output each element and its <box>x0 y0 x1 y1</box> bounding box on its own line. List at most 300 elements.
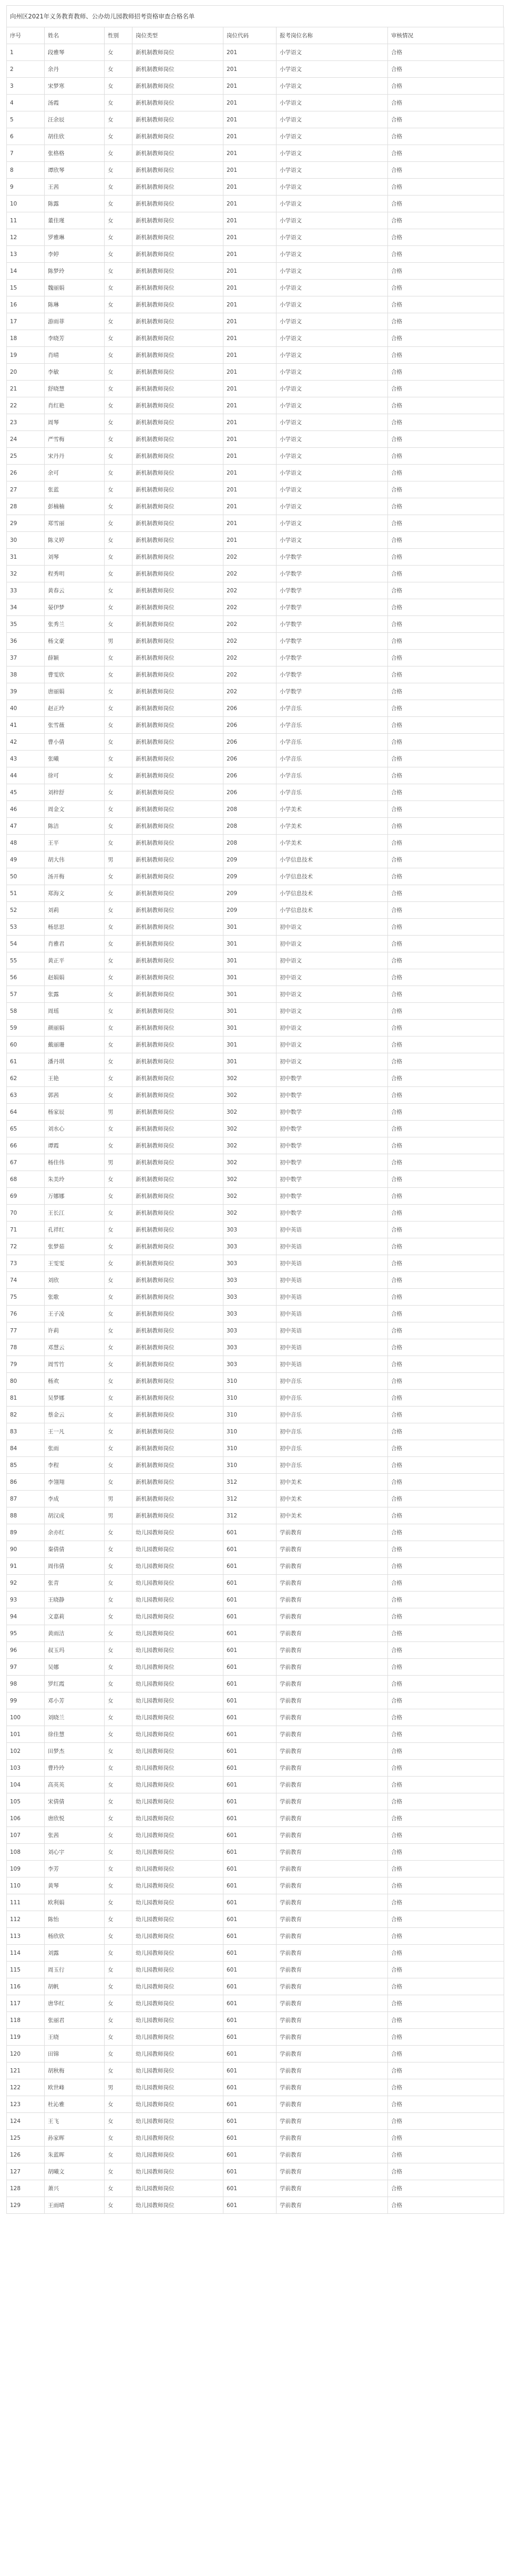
header-review-status: 审核情况 <box>388 27 504 44</box>
cell-position-name: 学前教育 <box>277 2046 388 2062</box>
cell-review-status: 合格 <box>388 431 504 448</box>
cell-index: 39 <box>7 683 45 700</box>
cell-index: 70 <box>7 1205 45 1222</box>
cell-position-type: 幼儿园教师岗位 <box>132 1978 223 1995</box>
cell-gender: 女 <box>105 111 132 128</box>
cell-position-code: 601 <box>223 1541 277 1558</box>
cell-gender: 女 <box>105 246 132 263</box>
cell-position-type: 新机制教师岗位 <box>132 1137 223 1154</box>
cell-position-name: 初中语文 <box>277 936 388 952</box>
cell-review-status: 合格 <box>388 347 504 364</box>
cell-position-type: 新机制教师岗位 <box>132 296 223 313</box>
cell-name: 李成 <box>45 1491 105 1507</box>
cell-position-code: 201 <box>223 95 277 111</box>
cell-review-status: 合格 <box>388 61 504 78</box>
table-row <box>7 1222 504 1238</box>
cell-index: 49 <box>7 851 45 868</box>
cell-position-name: 初中英语 <box>277 1238 388 1255</box>
cell-position-type: 新机制教师岗位 <box>132 1238 223 1255</box>
cell-position-name: 小学音乐 <box>277 734 388 751</box>
cell-position-type: 新机制教师岗位 <box>132 1104 223 1121</box>
page-title: 向州区2021年义务教育教师、公办幼儿园教师招考资格审查合格名单 <box>6 5 504 27</box>
cell-review-status: 合格 <box>388 1945 504 1962</box>
cell-review-status: 合格 <box>388 549 504 566</box>
cell-index: 116 <box>7 1978 45 1995</box>
cell-gender: 女 <box>105 700 132 717</box>
cell-position-type: 新机制教师岗位 <box>132 1003 223 1020</box>
cell-name: 唐华红 <box>45 1995 105 2012</box>
cell-review-status: 合格 <box>388 1844 504 1861</box>
table-row <box>7 717 504 734</box>
cell-position-code: 601 <box>223 1743 277 1760</box>
cell-index: 90 <box>7 1541 45 1558</box>
cell-position-code: 201 <box>223 313 277 330</box>
cell-name: 胡大伟 <box>45 851 105 868</box>
cell-gender: 女 <box>105 1423 132 1440</box>
cell-name: 汤霞 <box>45 95 105 111</box>
cell-review-status: 合格 <box>388 1524 504 1541</box>
cell-review-status: 合格 <box>388 2180 504 2197</box>
cell-position-name: 学前教育 <box>277 1844 388 1861</box>
cell-name: 李婷 <box>45 246 105 263</box>
cell-position-name: 学前教育 <box>277 2147 388 2163</box>
cell-position-name: 小学数学 <box>277 599 388 616</box>
cell-gender: 女 <box>105 1524 132 1541</box>
cell-position-name: 小学数学 <box>277 616 388 633</box>
table-row <box>7 397 504 414</box>
cell-position-type: 幼儿园教师岗位 <box>132 1575 223 1592</box>
cell-gender: 女 <box>105 835 132 851</box>
cell-name: 王雯雯 <box>45 1255 105 1272</box>
table-row <box>7 1709 504 1726</box>
cell-gender: 女 <box>105 1373 132 1390</box>
cell-gender: 女 <box>105 1036 132 1053</box>
cell-position-code: 208 <box>223 801 277 818</box>
table-row <box>7 128 504 145</box>
cell-index: 102 <box>7 1743 45 1760</box>
cell-name: 张青 <box>45 1575 105 1592</box>
cell-position-name: 学前教育 <box>277 1877 388 1894</box>
cell-position-type: 幼儿园教师岗位 <box>132 1659 223 1676</box>
cell-index: 37 <box>7 650 45 666</box>
cell-position-name: 小学语文 <box>277 212 388 229</box>
cell-index: 78 <box>7 1339 45 1356</box>
cell-index: 92 <box>7 1575 45 1592</box>
cell-position-type: 新机制教师岗位 <box>132 902 223 919</box>
cell-gender: 女 <box>105 2197 132 2214</box>
cell-index: 35 <box>7 616 45 633</box>
cell-index: 103 <box>7 1760 45 1777</box>
cell-position-code: 201 <box>223 431 277 448</box>
cell-index: 53 <box>7 919 45 936</box>
cell-index: 15 <box>7 280 45 296</box>
cell-review-status: 合格 <box>388 1020 504 1036</box>
cell-position-name: 学前教育 <box>277 1995 388 2012</box>
cell-name: 刘水心 <box>45 1121 105 1137</box>
cell-position-name: 小学美术 <box>277 818 388 835</box>
table-row <box>7 868 504 885</box>
table-row <box>7 566 504 582</box>
table-row <box>7 347 504 364</box>
cell-name: 段雅琴 <box>45 44 105 61</box>
cell-position-name: 学前教育 <box>277 2029 388 2046</box>
cell-review-status: 合格 <box>388 179 504 196</box>
cell-review-status: 合格 <box>388 1827 504 1844</box>
cell-position-type: 新机制教师岗位 <box>132 1036 223 1053</box>
cell-gender: 女 <box>105 397 132 414</box>
cell-review-status: 合格 <box>388 1491 504 1507</box>
cell-review-status: 合格 <box>388 1457 504 1474</box>
cell-index: 63 <box>7 1087 45 1104</box>
cell-index: 60 <box>7 1036 45 1053</box>
cell-index: 36 <box>7 633 45 650</box>
cell-gender: 女 <box>105 448 132 465</box>
cell-index: 42 <box>7 734 45 751</box>
cell-review-status: 合格 <box>388 936 504 952</box>
cell-position-code: 202 <box>223 566 277 582</box>
cell-review-status: 合格 <box>388 2096 504 2113</box>
cell-name: 张曦 <box>45 751 105 767</box>
cell-position-code: 201 <box>223 397 277 414</box>
cell-position-name: 学前教育 <box>277 1810 388 1827</box>
cell-review-status: 合格 <box>388 801 504 818</box>
table-row <box>7 2147 504 2163</box>
cell-position-type: 幼儿园教师岗位 <box>132 1810 223 1827</box>
table-row <box>7 1070 504 1087</box>
cell-position-code: 601 <box>223 2012 277 2029</box>
cell-name: 孔祥红 <box>45 1222 105 1238</box>
cell-name: 王艳 <box>45 1070 105 1087</box>
cell-review-status: 合格 <box>388 212 504 229</box>
table-row <box>7 969 504 986</box>
cell-index: 59 <box>7 1020 45 1036</box>
header-index: 序号 <box>7 27 45 44</box>
cell-gender: 女 <box>105 936 132 952</box>
cell-position-code: 201 <box>223 481 277 498</box>
cell-name: 杜沁雅 <box>45 2096 105 2113</box>
cell-position-type: 幼儿园教师岗位 <box>132 1827 223 1844</box>
cell-position-type: 新机制教师岗位 <box>132 650 223 666</box>
cell-gender: 女 <box>105 2130 132 2147</box>
cell-position-code: 201 <box>223 448 277 465</box>
table-row <box>7 1137 504 1154</box>
cell-name: 萧兴 <box>45 2180 105 2197</box>
cell-position-type: 新机制教师岗位 <box>132 448 223 465</box>
cell-index: 25 <box>7 448 45 465</box>
cell-position-name: 初中数学 <box>277 1205 388 1222</box>
cell-index: 89 <box>7 1524 45 1541</box>
cell-position-name: 学前教育 <box>277 1861 388 1877</box>
table-row <box>7 885 504 902</box>
cell-position-name: 小学语文 <box>277 381 388 397</box>
cell-gender: 男 <box>105 2079 132 2096</box>
cell-position-code: 303 <box>223 1356 277 1373</box>
cell-gender: 女 <box>105 1743 132 1760</box>
cell-index: 61 <box>7 1053 45 1070</box>
cell-review-status: 合格 <box>388 1390 504 1407</box>
cell-position-name: 学前教育 <box>277 1659 388 1676</box>
cell-position-code: 202 <box>223 633 277 650</box>
cell-review-status: 合格 <box>388 666 504 683</box>
cell-name: 王茜 <box>45 179 105 196</box>
cell-review-status: 合格 <box>388 1760 504 1777</box>
cell-position-type: 新机制教师岗位 <box>132 801 223 818</box>
cell-gender: 女 <box>105 347 132 364</box>
cell-position-code: 601 <box>223 1642 277 1659</box>
cell-position-code: 601 <box>223 1625 277 1642</box>
cell-position-type: 新机制教师岗位 <box>132 1491 223 1507</box>
cell-index: 54 <box>7 936 45 952</box>
header-position-type: 岗位类型 <box>132 27 223 44</box>
cell-position-name: 小学语文 <box>277 246 388 263</box>
cell-review-status: 合格 <box>388 1676 504 1692</box>
cell-position-name: 小学音乐 <box>277 784 388 801</box>
cell-gender: 女 <box>105 1625 132 1642</box>
table-row <box>7 1356 504 1373</box>
cell-gender: 男 <box>105 1104 132 1121</box>
cell-review-status: 合格 <box>388 1877 504 1894</box>
cell-position-code: 301 <box>223 919 277 936</box>
cell-gender: 女 <box>105 78 132 95</box>
cell-name: 张秀兰 <box>45 616 105 633</box>
cell-position-code: 209 <box>223 885 277 902</box>
cell-review-status: 合格 <box>388 952 504 969</box>
table-row <box>7 1003 504 1020</box>
cell-review-status: 合格 <box>388 1322 504 1339</box>
cell-name: 郑雪丽 <box>45 515 105 532</box>
cell-position-name: 学前教育 <box>277 2012 388 2029</box>
cell-position-name: 初中音乐 <box>277 1440 388 1457</box>
cell-review-status: 合格 <box>388 566 504 582</box>
cell-position-type: 新机制教师岗位 <box>132 885 223 902</box>
cell-review-status: 合格 <box>388 2079 504 2096</box>
cell-gender: 女 <box>105 414 132 431</box>
cell-gender: 女 <box>105 1070 132 1087</box>
cell-position-type: 幼儿园教师岗位 <box>132 2012 223 2029</box>
cell-name: 刘琴 <box>45 549 105 566</box>
cell-index: 71 <box>7 1222 45 1238</box>
cell-position-type: 新机制教师岗位 <box>132 481 223 498</box>
cell-name: 陈义婷 <box>45 532 105 549</box>
cell-position-name: 小学语文 <box>277 196 388 212</box>
cell-position-type: 新机制教师岗位 <box>132 683 223 700</box>
cell-position-type: 新机制教师岗位 <box>132 280 223 296</box>
cell-gender: 女 <box>105 717 132 734</box>
cell-review-status: 合格 <box>388 1087 504 1104</box>
cell-review-status: 合格 <box>388 1121 504 1137</box>
cell-position-name: 小学语文 <box>277 448 388 465</box>
cell-position-type: 幼儿园教师岗位 <box>132 1844 223 1861</box>
cell-position-name: 小学语文 <box>277 280 388 296</box>
cell-name: 曹小倩 <box>45 734 105 751</box>
table-row <box>7 936 504 952</box>
cell-position-type: 新机制教师岗位 <box>132 566 223 582</box>
cell-index: 91 <box>7 1558 45 1575</box>
cell-gender: 女 <box>105 1827 132 1844</box>
cell-position-type: 新机制教师岗位 <box>132 1339 223 1356</box>
cell-position-type: 新机制教师岗位 <box>132 700 223 717</box>
cell-gender: 女 <box>105 1894 132 1911</box>
cell-review-status: 合格 <box>388 835 504 851</box>
cell-index: 1 <box>7 44 45 61</box>
cell-position-type: 新机制教师岗位 <box>132 246 223 263</box>
cell-name: 余亦红 <box>45 1524 105 1541</box>
cell-index: 88 <box>7 1507 45 1524</box>
table-row <box>7 1592 504 1608</box>
cell-position-code: 208 <box>223 835 277 851</box>
table-row <box>7 818 504 835</box>
cell-gender: 女 <box>105 44 132 61</box>
cell-index: 77 <box>7 1322 45 1339</box>
header-gender: 性别 <box>105 27 132 44</box>
cell-position-code: 201 <box>223 196 277 212</box>
cell-name: 张雪薇 <box>45 717 105 734</box>
cell-review-status: 合格 <box>388 633 504 650</box>
cell-gender: 女 <box>105 1474 132 1491</box>
cell-gender: 女 <box>105 1020 132 1036</box>
cell-gender: 女 <box>105 616 132 633</box>
cell-name: 严雪梅 <box>45 431 105 448</box>
table-row <box>7 1760 504 1777</box>
cell-gender: 女 <box>105 902 132 919</box>
cell-name: 陈洁 <box>45 818 105 835</box>
cell-name: 张露 <box>45 986 105 1003</box>
cell-position-code: 601 <box>223 1810 277 1827</box>
cell-position-type: 幼儿园教师岗位 <box>132 2197 223 2214</box>
cell-position-type: 新机制教师岗位 <box>132 397 223 414</box>
cell-gender: 女 <box>105 1928 132 1945</box>
cell-index: 3 <box>7 78 45 95</box>
cell-position-name: 学前教育 <box>277 2163 388 2180</box>
cell-position-code: 201 <box>223 280 277 296</box>
cell-position-type: 幼儿园教师岗位 <box>132 1592 223 1608</box>
cell-position-code: 206 <box>223 767 277 784</box>
cell-gender: 女 <box>105 1255 132 1272</box>
cell-review-status: 合格 <box>388 2130 504 2147</box>
cell-index: 72 <box>7 1238 45 1255</box>
cell-position-name: 小学语文 <box>277 111 388 128</box>
cell-name: 胡曦文 <box>45 2163 105 2180</box>
cell-name: 谭霞 <box>45 1137 105 1154</box>
cell-position-type: 新机制教师岗位 <box>132 1356 223 1373</box>
table-row <box>7 599 504 616</box>
cell-position-code: 201 <box>223 44 277 61</box>
cell-gender: 女 <box>105 1659 132 1676</box>
cell-position-code: 601 <box>223 1608 277 1625</box>
cell-review-status: 合格 <box>388 818 504 835</box>
cell-index: 104 <box>7 1777 45 1793</box>
cell-position-code: 601 <box>223 1844 277 1861</box>
cell-index: 112 <box>7 1911 45 1928</box>
cell-name: 舒晓慧 <box>45 381 105 397</box>
cell-name: 黄春云 <box>45 582 105 599</box>
table-row <box>7 381 504 397</box>
cell-gender: 女 <box>105 1188 132 1205</box>
cell-index: 64 <box>7 1104 45 1121</box>
cell-review-status: 合格 <box>388 986 504 1003</box>
cell-review-status: 合格 <box>388 2029 504 2046</box>
table-row <box>7 683 504 700</box>
cell-position-name: 初中语文 <box>277 1020 388 1036</box>
table-row <box>7 229 504 246</box>
table-row <box>7 212 504 229</box>
cell-index: 113 <box>7 1928 45 1945</box>
cell-gender: 女 <box>105 1289 132 1306</box>
cell-index: 95 <box>7 1625 45 1642</box>
cell-position-name: 小学数学 <box>277 633 388 650</box>
cell-position-code: 201 <box>223 111 277 128</box>
cell-gender: 女 <box>105 2113 132 2130</box>
cell-position-name: 初中数学 <box>277 1070 388 1087</box>
cell-index: 4 <box>7 95 45 111</box>
cell-review-status: 合格 <box>388 902 504 919</box>
cell-gender: 女 <box>105 666 132 683</box>
cell-name: 邓慧云 <box>45 1339 105 1356</box>
cell-position-name: 小学语文 <box>277 532 388 549</box>
table-row <box>7 1659 504 1676</box>
cell-review-status: 合格 <box>388 582 504 599</box>
cell-index: 16 <box>7 296 45 313</box>
table-row <box>7 162 504 179</box>
cell-name: 杨家辰 <box>45 1104 105 1121</box>
cell-position-type: 新机制教师岗位 <box>132 1322 223 1339</box>
cell-gender: 女 <box>105 1339 132 1356</box>
cell-position-type: 幼儿园教师岗位 <box>132 1962 223 1978</box>
cell-index: 129 <box>7 2197 45 2214</box>
cell-position-type: 新机制教师岗位 <box>132 969 223 986</box>
table-row <box>7 1322 504 1339</box>
cell-position-name: 学前教育 <box>277 2062 388 2079</box>
cell-name: 张丽君 <box>45 2012 105 2029</box>
cell-position-name: 小学信息技术 <box>277 851 388 868</box>
cell-review-status: 合格 <box>388 1255 504 1272</box>
table-row <box>7 465 504 481</box>
header-position-code: 岗位代码 <box>223 27 277 44</box>
cell-gender: 女 <box>105 1356 132 1373</box>
cell-position-type: 幼儿园教师岗位 <box>132 2029 223 2046</box>
cell-position-type: 幼儿园教师岗位 <box>132 1894 223 1911</box>
cell-name: 宋丹丹 <box>45 448 105 465</box>
table-row <box>7 1238 504 1255</box>
cell-index: 18 <box>7 330 45 347</box>
table-row <box>7 1844 504 1861</box>
cell-position-type: 新机制教师岗位 <box>132 919 223 936</box>
cell-position-type: 幼儿园教师岗位 <box>132 2130 223 2147</box>
table-row <box>7 751 504 767</box>
cell-position-name: 初中数学 <box>277 1154 388 1171</box>
cell-gender: 女 <box>105 1844 132 1861</box>
cell-position-name: 学前教育 <box>277 2130 388 2147</box>
cell-index: 86 <box>7 1474 45 1491</box>
cell-name: 张格格 <box>45 145 105 162</box>
cell-review-status: 合格 <box>388 2012 504 2029</box>
cell-review-status: 合格 <box>388 868 504 885</box>
cell-position-type: 新机制教师岗位 <box>132 1255 223 1272</box>
cell-position-name: 初中英语 <box>277 1339 388 1356</box>
cell-position-code: 302 <box>223 1154 277 1171</box>
cell-index: 108 <box>7 1844 45 1861</box>
cell-gender: 女 <box>105 734 132 751</box>
cell-gender: 女 <box>105 1877 132 1894</box>
table-row <box>7 2180 504 2197</box>
cell-gender: 女 <box>105 1322 132 1339</box>
cell-name: 唐欣悦 <box>45 1810 105 1827</box>
cell-name: 陈梦玲 <box>45 263 105 280</box>
cell-position-code: 303 <box>223 1222 277 1238</box>
cell-name: 余可 <box>45 465 105 481</box>
cell-gender: 女 <box>105 1087 132 1104</box>
cell-gender: 女 <box>105 2062 132 2079</box>
